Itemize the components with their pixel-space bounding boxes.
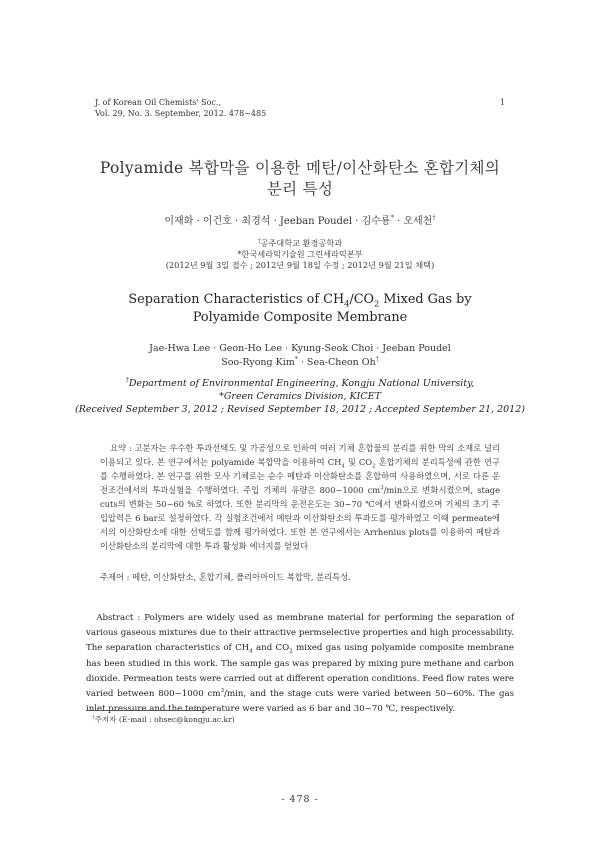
footnote <box>92 714 235 725</box>
subscript: 4 <box>341 463 345 470</box>
journal-volume: Vol. 29, No. 3. September, 2012. 478~485 <box>95 108 267 118</box>
english-affiliation-1: Department of Environmental Engineering, Kongju National University, <box>128 378 475 389</box>
journal-name: J. of Korean Oil Chemists' Soc., <box>95 98 221 107</box>
english-title <box>0 291 600 326</box>
author-mark: * <box>294 355 298 363</box>
korean-abstract <box>100 441 500 553</box>
subscript: 2 <box>372 463 376 470</box>
korean-title <box>0 158 600 200</box>
page-index: 1 <box>499 98 505 107</box>
abstract-label: 요약 : <box>109 443 132 453</box>
english-affiliation-2: *Green Ceramics Division, KICET <box>219 391 381 402</box>
english-author: Soo-Ryong Kim <box>221 356 295 368</box>
english-dates: (Received September 3, 2012 ; Revised September 18, 2012 ; Accepted September 21, 2012) <box>75 404 525 415</box>
english-authors <box>0 342 600 369</box>
english-title-pre: Separation Characteristics of CH <box>128 292 345 307</box>
superscript: 3 <box>220 688 225 695</box>
english-authors-line1: Jae-Hwa Lee · Geon-Ho Lee · Kyung-Seok Choi · Jeeban Poudel <box>149 343 451 354</box>
dagger-mark: † <box>257 238 261 245</box>
journal-header <box>95 98 266 119</box>
korean-authors <box>0 212 600 227</box>
korean-dates: (2012년 9월 3일 접수 ; 2012년 9월 18일 수정 ; 2012년 9월 21일 채택) <box>165 260 435 270</box>
korean-affiliations <box>0 238 600 271</box>
korean-title-line2: 분리 특성 <box>266 180 334 198</box>
korean-authors-last: · 오세천 <box>393 216 433 227</box>
subscript: 2 <box>289 649 293 656</box>
abstract-text: /min, and the stage cuts were varied between 50~60%. The gas inlet pressure and the temperature were varied as 6 bar and 30~70 ℃, respectively. <box>86 689 515 715</box>
english-affiliations <box>0 377 600 416</box>
dagger-mark: † <box>125 376 129 384</box>
korean-authors-text: 이재화 · 이건호 · 최경석 · Jeeban Poudel · 김수룡 <box>164 216 391 227</box>
english-author: · Sea-Cheon Oh <box>297 356 376 368</box>
subscript: 2 <box>374 298 380 309</box>
abstract-text: 혼합기체의 분리특성에 관한 연구를 수행하였다. 본 연구를 위한 모사 기체로는 순수 메탄과 이산화탄소를 혼합하여 사용하였으며, 서로 다른 운전조건에서의 투과실험을 수행하였다. 주입 기체의 유량은 800~1000 cm <box>100 457 500 495</box>
subscript: 4 <box>344 298 350 309</box>
footnote-text: 주저자 (E-mail : ohsec@kongju.ac.kr) <box>94 715 235 724</box>
dagger-mark: † <box>92 714 95 721</box>
abstract-text: 및 CO <box>344 457 373 467</box>
korean-affiliation-1: 공주대학교 환경공학과 <box>260 238 343 248</box>
abstract-text: and CO <box>252 643 290 654</box>
english-title-post: Mixed Gas by <box>379 292 472 307</box>
abstract-text: /min으로 변화시켰으며, stage cuts의 변화는 50~60 %로 하였다. 또한 분리막의 운전온도는 30~70 ℃에서 변화시켰으며 기체의 초기 주입압력은 6 bar로 설정하였다. 각 실험조건에서 메탄과 이산화탄소의 투과도를 평가하였고 이때 permeate에서의 이산화탄소에 대한 선택도를 함께 평가하였다. 또한 본 연구에서는 Arrhenius plots를 이용하여 메탄과 이산화탄소의 분리막에 대한 투과 활성화 에너지를 얻었다 <box>100 485 501 551</box>
korean-keywords: 주제어 : 메탄, 이산화탄소, 혼합기체, 폴리아마이드 복합막, 분리특성. <box>100 572 351 582</box>
page-number: - 478 - <box>281 794 319 805</box>
english-abstract <box>86 611 514 717</box>
corresponding-mark: † <box>432 213 436 222</box>
abstract-text: 고분자는 우수한 투과선택도 및 가공성으로 인하여 여러 기체 혼합물의 분리를 위한 막의 소재로 널리 이용되고 있다. 본 연구에서는 polyamide 복합막을 이용하여 CH <box>100 443 500 467</box>
abstract-text: mixed gas using polyamide composite membrane has been studied in this work. The sample gas was prepared by mixing pure methane and carbon dioxide. Permeation tests were carried out at different operation conditions. Feed flow rates were varied between 800~1000 cm <box>86 643 514 700</box>
corresponding-mark: † <box>375 355 379 363</box>
subscript: 4 <box>249 649 253 656</box>
superscript: 3 <box>380 485 384 492</box>
korean-affiliation-2: *한국세라믹기술원 그린세라믹본부 <box>237 249 363 259</box>
korean-title-line1: Polyamide 복합막을 이용한 메탄/이산화탄소 혼합기체의 <box>99 159 501 177</box>
author-mark: * <box>390 213 394 222</box>
english-title-mid: /CO <box>349 292 375 307</box>
abstract-text: Abstract : Polymers are widely used as membrane material for performing the separation of various gaseous mixtures due to their attractive permselective properties and high processability. The separation characteristics of CH <box>86 613 514 654</box>
footnote-divider <box>86 710 206 711</box>
english-title-line2: Polyamide Composite Membrane <box>192 309 408 325</box>
